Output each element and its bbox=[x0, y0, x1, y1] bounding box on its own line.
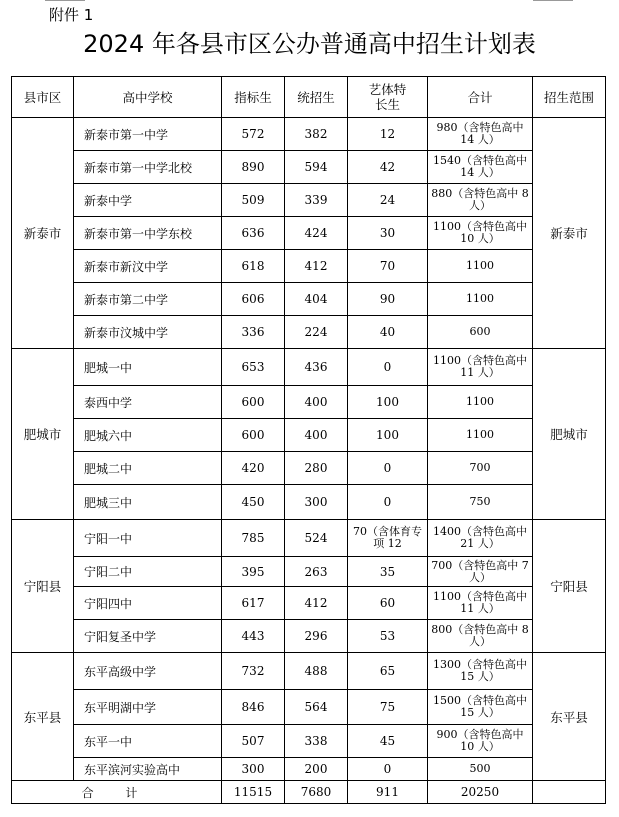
unified-cell: 400 bbox=[285, 386, 348, 419]
unified-cell: 296 bbox=[285, 620, 348, 653]
art-cell: 90 bbox=[348, 283, 428, 316]
enrollment-plan-table bbox=[11, 76, 606, 804]
table-row bbox=[12, 485, 606, 520]
unified-cell: 436 bbox=[285, 349, 348, 386]
scope-cell: 宁阳县 bbox=[533, 520, 606, 653]
total-cell: 750 bbox=[428, 485, 533, 520]
summary-row bbox=[12, 781, 606, 804]
total-cell: 700 bbox=[428, 452, 533, 485]
header-scope: 招生范围 bbox=[533, 77, 606, 118]
unified-cell: 382 bbox=[285, 118, 348, 151]
school-cell: 东平一中 bbox=[74, 725, 222, 758]
total-cell: 600 bbox=[428, 316, 533, 349]
school-cell: 宁阳复圣中学 bbox=[74, 620, 222, 653]
quota-cell: 300 bbox=[222, 758, 285, 781]
scope-cell: 东平县 bbox=[533, 653, 606, 781]
art-cell: 100 bbox=[348, 419, 428, 452]
art-cell: 0 bbox=[348, 758, 428, 781]
table-row bbox=[12, 283, 606, 316]
quota-cell: 509 bbox=[222, 184, 285, 217]
art-cell: 75 bbox=[348, 690, 428, 725]
unified-cell: 412 bbox=[285, 250, 348, 283]
quota-cell: 617 bbox=[222, 587, 285, 620]
school-cell: 新泰市第一中学北校 bbox=[74, 151, 222, 184]
table-row bbox=[12, 349, 606, 386]
summary-total: 20250 bbox=[428, 781, 533, 804]
total-cell: 1100（含特色高中 10 人） bbox=[428, 217, 533, 250]
table-row bbox=[12, 557, 606, 587]
table-row bbox=[12, 620, 606, 653]
total-cell: 900（含特色高中 10 人） bbox=[428, 725, 533, 758]
art-cell: 70 bbox=[348, 250, 428, 283]
total-cell: 700（含特色高中 7 人） bbox=[428, 557, 533, 587]
table-row bbox=[12, 184, 606, 217]
school-cell: 新泰市汶城中学 bbox=[74, 316, 222, 349]
total-cell: 1500（含特色高中 15 人） bbox=[428, 690, 533, 725]
art-cell: 42 bbox=[348, 151, 428, 184]
total-cell: 1100 bbox=[428, 283, 533, 316]
total-cell: 500 bbox=[428, 758, 533, 781]
header-row bbox=[12, 77, 606, 118]
art-cell: 45 bbox=[348, 725, 428, 758]
top-rule bbox=[0, 0, 619, 2]
quota-cell: 450 bbox=[222, 485, 285, 520]
school-cell: 新泰市第一中学 bbox=[74, 118, 222, 151]
table-row bbox=[12, 725, 606, 758]
table-row bbox=[12, 250, 606, 283]
school-cell: 宁阳一中 bbox=[74, 520, 222, 557]
unified-cell: 338 bbox=[285, 725, 348, 758]
total-cell: 880（含特色高中 8 人） bbox=[428, 184, 533, 217]
unified-cell: 424 bbox=[285, 217, 348, 250]
total-cell: 980（含特色高中 14 人） bbox=[428, 118, 533, 151]
total-cell: 1100 bbox=[428, 250, 533, 283]
summary-art: 911 bbox=[348, 781, 428, 804]
school-cell: 东平明湖中学 bbox=[74, 690, 222, 725]
quota-cell: 890 bbox=[222, 151, 285, 184]
school-cell: 新泰市第一中学东校 bbox=[74, 217, 222, 250]
quota-cell: 785 bbox=[222, 520, 285, 557]
total-cell: 1100（含特色高中 11 人） bbox=[428, 349, 533, 386]
quota-cell: 618 bbox=[222, 250, 285, 283]
scope-cell: 肥城市 bbox=[533, 349, 606, 520]
table-row bbox=[12, 653, 606, 690]
school-cell: 宁阳四中 bbox=[74, 587, 222, 620]
total-cell: 1100 bbox=[428, 419, 533, 452]
county-cell: 新泰市 bbox=[12, 118, 74, 349]
school-cell: 肥城一中 bbox=[74, 349, 222, 386]
quota-cell: 572 bbox=[222, 118, 285, 151]
summary-quota: 11515 bbox=[222, 781, 285, 804]
unified-cell: 263 bbox=[285, 557, 348, 587]
table-row bbox=[12, 118, 606, 151]
total-cell: 1300（含特色高中 15 人） bbox=[428, 653, 533, 690]
quota-cell: 507 bbox=[222, 725, 285, 758]
top-rule-right bbox=[533, 0, 573, 1]
school-cell: 泰西中学 bbox=[74, 386, 222, 419]
county-cell: 宁阳县 bbox=[12, 520, 74, 653]
table-row bbox=[12, 452, 606, 485]
unified-cell: 594 bbox=[285, 151, 348, 184]
total-cell: 1100 bbox=[428, 386, 533, 419]
summary-scope bbox=[533, 781, 606, 804]
art-cell: 12 bbox=[348, 118, 428, 151]
summary-label: 合 计 bbox=[12, 781, 222, 804]
quota-cell: 606 bbox=[222, 283, 285, 316]
table-row bbox=[12, 316, 606, 349]
table-row bbox=[12, 690, 606, 725]
school-cell: 新泰中学 bbox=[74, 184, 222, 217]
table-row bbox=[12, 151, 606, 184]
attachment-label: 附件 1 bbox=[49, 6, 94, 24]
art-cell: 0 bbox=[348, 349, 428, 386]
art-cell: 65 bbox=[348, 653, 428, 690]
art-cell: 30 bbox=[348, 217, 428, 250]
header-school: 高中学校 bbox=[74, 77, 222, 118]
unified-cell: 524 bbox=[285, 520, 348, 557]
header-quota: 指标生 bbox=[222, 77, 285, 118]
quota-cell: 395 bbox=[222, 557, 285, 587]
quota-cell: 732 bbox=[222, 653, 285, 690]
header-art-text: 艺体特长生 bbox=[368, 82, 407, 112]
summary-unified: 7680 bbox=[285, 781, 348, 804]
school-cell: 新泰市第二中学 bbox=[74, 283, 222, 316]
art-cell: 0 bbox=[348, 485, 428, 520]
school-cell: 肥城三中 bbox=[74, 485, 222, 520]
art-cell: 53 bbox=[348, 620, 428, 653]
total-cell: 1540（含特色高中 14 人） bbox=[428, 151, 533, 184]
quota-cell: 653 bbox=[222, 349, 285, 386]
art-cell: 24 bbox=[348, 184, 428, 217]
page-title: 2024 年各县市区公办普通高中招生计划表 bbox=[83, 30, 536, 58]
table-row bbox=[12, 419, 606, 452]
table-row bbox=[12, 587, 606, 620]
table-row bbox=[12, 758, 606, 781]
county-cell: 东平县 bbox=[12, 653, 74, 781]
quota-cell: 443 bbox=[222, 620, 285, 653]
header-total: 合计 bbox=[428, 77, 533, 118]
header-county: 县市区 bbox=[12, 77, 74, 118]
total-cell: 1100（含特色高中 11 人） bbox=[428, 587, 533, 620]
county-cell: 肥城市 bbox=[12, 349, 74, 520]
unified-cell: 404 bbox=[285, 283, 348, 316]
quota-cell: 420 bbox=[222, 452, 285, 485]
art-cell: 35 bbox=[348, 557, 428, 587]
scope-cell: 新泰市 bbox=[533, 118, 606, 349]
art-cell: 60 bbox=[348, 587, 428, 620]
school-cell: 东平滨河实验高中 bbox=[74, 758, 222, 781]
school-cell: 宁阳二中 bbox=[74, 557, 222, 587]
school-cell: 东平高级中学 bbox=[74, 653, 222, 690]
header-art bbox=[348, 77, 428, 118]
unified-cell: 200 bbox=[285, 758, 348, 781]
unified-cell: 488 bbox=[285, 653, 348, 690]
art-cell: 70（含体育专项 12 bbox=[348, 520, 428, 557]
table-row bbox=[12, 520, 606, 557]
art-cell: 0 bbox=[348, 452, 428, 485]
unified-cell: 339 bbox=[285, 184, 348, 217]
quota-cell: 636 bbox=[222, 217, 285, 250]
header-unified: 统招生 bbox=[285, 77, 348, 118]
total-cell: 1400（含特色高中 21 人） bbox=[428, 520, 533, 557]
total-cell: 800（含特色高中 8 人） bbox=[428, 620, 533, 653]
unified-cell: 300 bbox=[285, 485, 348, 520]
art-cell: 100 bbox=[348, 386, 428, 419]
school-cell: 肥城二中 bbox=[74, 452, 222, 485]
table-row bbox=[12, 217, 606, 250]
unified-cell: 224 bbox=[285, 316, 348, 349]
unified-cell: 564 bbox=[285, 690, 348, 725]
unified-cell: 412 bbox=[285, 587, 348, 620]
unified-cell: 400 bbox=[285, 419, 348, 452]
quota-cell: 846 bbox=[222, 690, 285, 725]
unified-cell: 280 bbox=[285, 452, 348, 485]
quota-cell: 600 bbox=[222, 419, 285, 452]
school-cell: 新泰市新汶中学 bbox=[74, 250, 222, 283]
top-rule-left bbox=[45, 0, 85, 1]
table-row bbox=[12, 386, 606, 419]
quota-cell: 336 bbox=[222, 316, 285, 349]
school-cell: 肥城六中 bbox=[74, 419, 222, 452]
art-cell: 40 bbox=[348, 316, 428, 349]
quota-cell: 600 bbox=[222, 386, 285, 419]
